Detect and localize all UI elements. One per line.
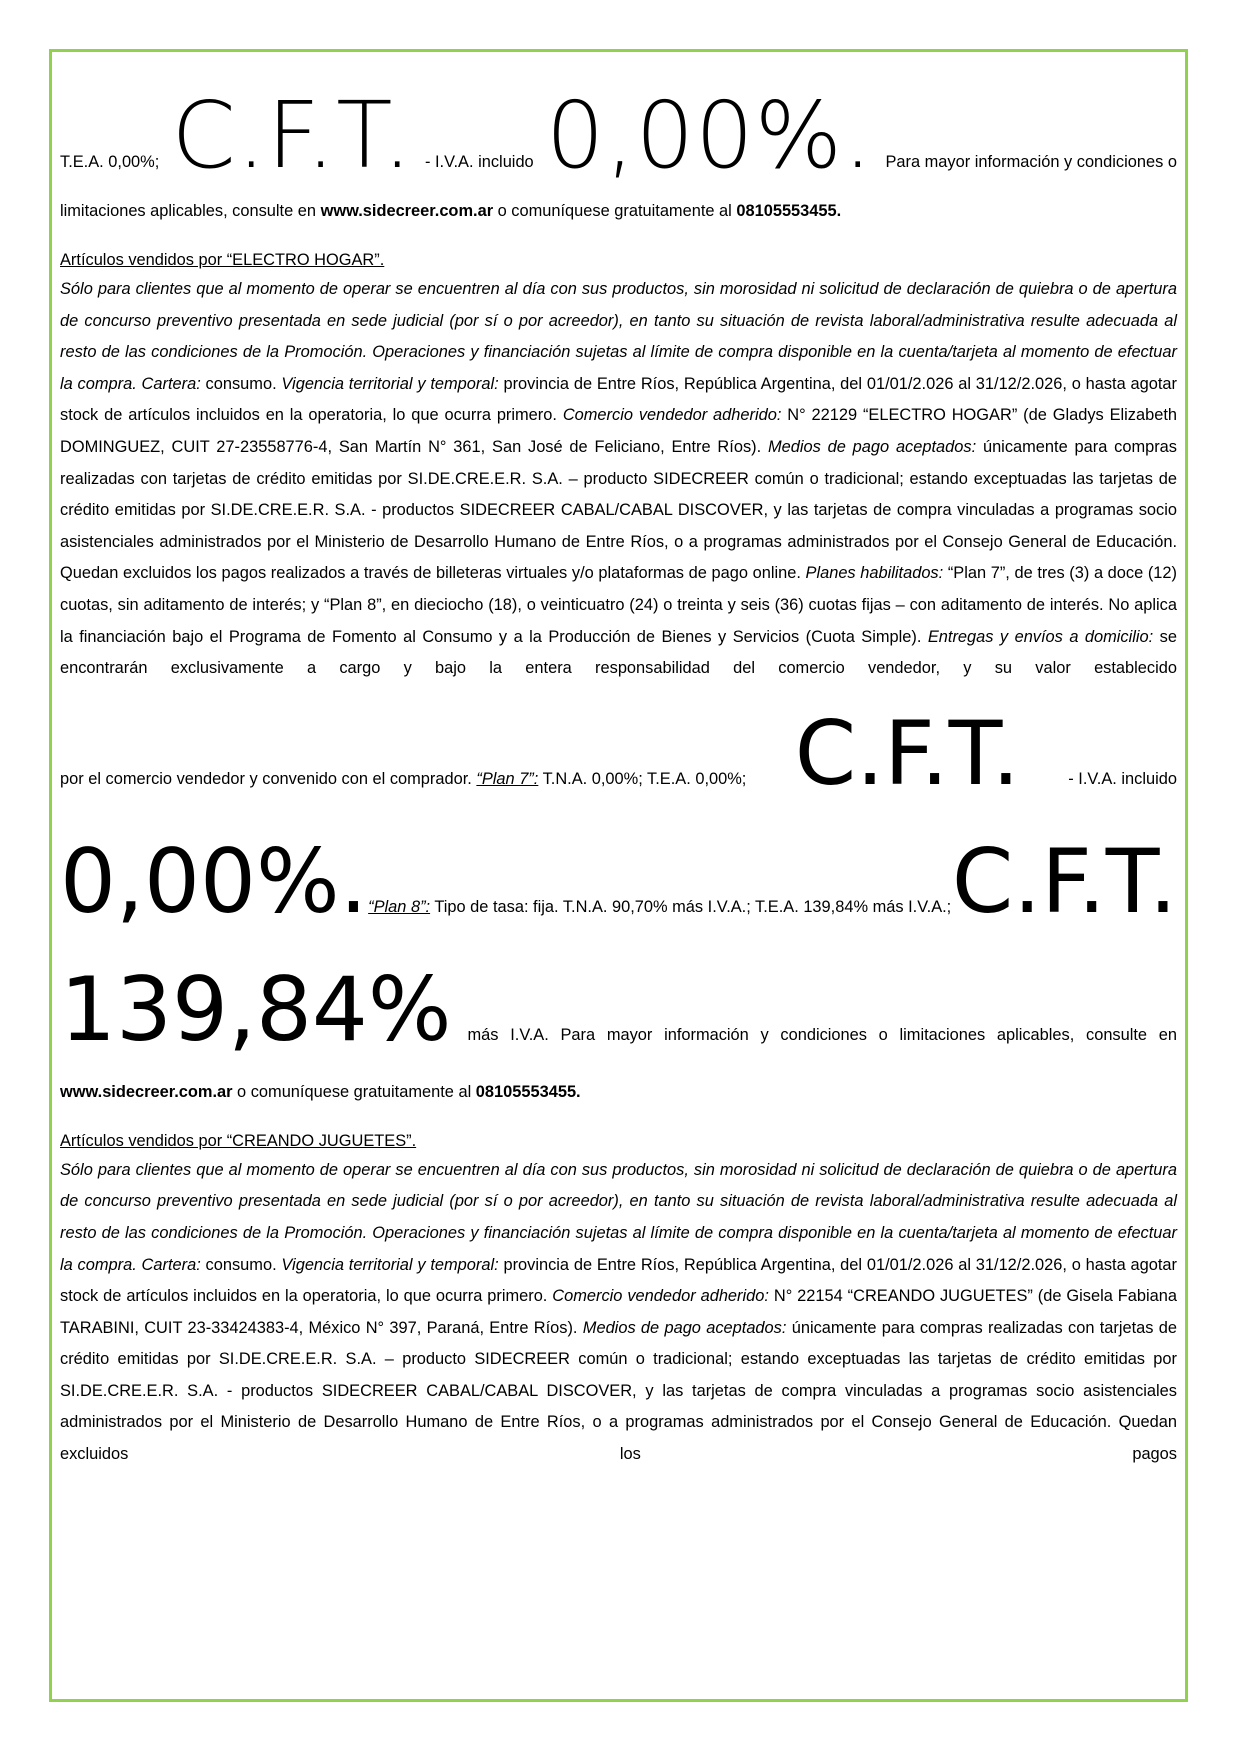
more-info-text: Para mayor información y condiciones o — [885, 153, 1177, 171]
contact-text-3: o comuníquese gratuitamente al — [232, 1082, 476, 1101]
plan8-tail: más I.V.A. Para mayor información y condiciones o limitaciones aplicables, consulte en — [467, 1025, 1177, 1044]
plan8-value-line — [60, 955, 1177, 1065]
cft-line-1 — [60, 82, 1177, 189]
tea-text: T.E.A. 0,00%; — [60, 153, 160, 171]
s1-cartera: consumo. — [200, 374, 282, 393]
cft-label-plan7: C.F.T. — [794, 701, 1020, 805]
plan7-line — [60, 699, 1177, 809]
contact-line-2 — [60, 1073, 1177, 1111]
section2-body — [60, 1155, 1177, 1471]
s1-planes: “Plan 7”, de tres (3) a doce (12) cuotas, sin aditamento de interés; y “Plan 8”, en dieciocho (18), o veinticuatro (24) o treinta y seis (36) cuotas fijas – con aditamento de interés. No aplica la financiación bajo el Programa de Fomento al Consumo y a la Producción de Bienes y Servicios (Cuota Simple). — [60, 564, 1178, 646]
cft-value: 0,00%. — [545, 82, 874, 189]
plan8-label: “Plan 8”: — [368, 897, 431, 916]
s1-conditions: Sólo para clientes que al momento de operar se encuentren al día con sus productos, sin morosidad ni solicitud de declaración de quiebra o de apertura de concurso preventivo presentada en sede judicial (por sí o por acreedor), en tanto su situación de revista laboral/administrativa resulte adecuada al resto de las condiciones de la Promoción. Operaciones y financiación sujetas al límite de compra disponible en la cuenta/tarjeta al momento de efectuar la compra. Cartera: — [60, 280, 1177, 393]
cft-label-plan8: C.F.T. — [951, 829, 1177, 933]
iva-text: - I.V.A. incluido — [424, 153, 534, 171]
s1-medios-label: Medios de pago aceptados: — [767, 437, 977, 456]
website-link-2[interactable]: www.sidecreer.com.ar — [60, 1082, 233, 1101]
s1-planes-label: Planes habilitados: — [805, 564, 944, 583]
plan7-label: “Plan 7”: — [476, 769, 539, 788]
section1-body — [60, 274, 1177, 685]
section-heading-electro-hogar: Artículos vendidos por “ELECTRO HOGAR”. — [60, 251, 385, 269]
s2-comercio-label: Comercio vendedor adherido: — [552, 1287, 769, 1306]
s2-vigencia: provincia de Entre Ríos, República Argentina, del 01/01/2.026 al 31/12/2.026, o hasta agotar stock de artículos incluidos en la operatoria, lo que ocurra primero. — [60, 1255, 1177, 1306]
s2-comercio: N° 22154 “CREANDO JUGUETES” (de Gisela Fabiana TARABINI, CUIT 23-33424383-4, México N° 397, Paraná, Entre Ríos). — [60, 1287, 1177, 1337]
plan7-rates: T.N.A. 0,00%; T.E.A. 0,00%; — [538, 769, 747, 788]
s1-medios: únicamente para compras realizadas con tarjetas de crédito emitidas por SI.DE.CRE.E.R. S.A. – producto SIDECREER común o tradicional; estando exceptuadas las tarjetas de crédito emitidas por SI.DE.CRE.E.R. S.A. - productos SIDECREER CABAL/CABAL DISCOVER, y las tarjetas de compra vinculadas a programas socio asistenciales administrados por el Ministerio de Desarrollo Humano de Entre Ríos, o a programas administrados por el Consejo General de Educación. Quedan excluidos los pagos realizados a través de billeteras virtuales y/o plataformas de pago online. — [60, 437, 1177, 583]
iva-text-plan7: - I.V.A. incluido — [1068, 769, 1177, 788]
s2-medios: únicamente para compras realizadas con tarjetas de crédito emitidas por SI.DE.CRE.E.R. S.A. – producto SIDECREER común o tradicional; estando exceptuadas las tarjetas de crédito emitidas por SI.DE.CRE.E.R. S.A. - productos SIDECREER CABAL/CABAL DISCOVER, y las tarjetas de compra vinculadas a programas socio asistenciales administrados por el Ministerio de Desarrollo Humano de Entre Ríos, o a programas administrados por el Consejo General de Educación. Quedan excluidos los pagos — [60, 1318, 1178, 1464]
s1-comercio-label: Comercio vendedor adherido: — [562, 406, 782, 425]
cft-value-plan8: 139,84% — [60, 957, 452, 1061]
phone-number-2: 08105553455. — [475, 1082, 581, 1101]
phone-number: 08105553455. — [736, 202, 842, 220]
section-heading-creando-juguetes: Artículos vendidos por “CREANDO JUGUETES”. — [60, 1131, 417, 1150]
plan8-rates: Tipo de tasa: fija. T.N.A. 90,70% más I.V.A.; T.E.A. 139,84% más I.V.A.; — [430, 897, 952, 916]
website-link[interactable]: www.sidecreer.com.ar — [320, 202, 494, 220]
plan8-line — [60, 827, 1177, 937]
s2-vigencia-label: Vigencia territorial y temporal: — [281, 1255, 499, 1274]
s1-comprador-text: por el comercio vendedor y convenido con el comprador. — [60, 769, 477, 788]
s2-conditions: Sólo para clientes que al momento de operar se encuentren al día con sus productos, sin morosidad ni solicitud de declaración de quiebra o de apertura de concurso preventivo presentada en sede judicial (por sí o por acreedor), en tanto su situación de revista laboral/administrativa resulte adecuada al resto de las condiciones de la Promoción. Operaciones y financiación sujetas al límite de compra disponible en la cuenta/tarjeta al momento de efectuar la compra. Cartera: — [60, 1160, 1177, 1274]
document-body — [60, 82, 1178, 1471]
s1-entregas-label: Entregas y envíos a domicilio: — [927, 627, 1154, 646]
s1-entregas: se encontrarán exclusivamente a cargo y bajo la entera responsabilidad del comercio vendedor, y su valor establecido — [60, 627, 1177, 678]
contact-text-2: o comuníquese gratuitamente al — [493, 202, 737, 220]
contact-line-1 — [60, 192, 1177, 230]
s2-medios-label: Medios de pago aceptados: — [582, 1318, 787, 1337]
s1-comercio: N° 22129 “ELECTRO HOGAR” (de Gladys Elizabeth DOMINGUEZ, CUIT 27-23558776-4, San Martín N° 361, San José de Feliciano, Entre Ríos). — [60, 406, 1178, 456]
s1-vigencia: provincia de Entre Ríos, República Argentina, del 01/01/2.026 al 31/12/2.026, o hasta agotar stock de artículos incluidos en la operatoria, lo que ocurra primero. — [60, 374, 1177, 425]
contact-text: limitaciones aplicables, consulte en — [60, 202, 321, 220]
cft-label: C.F.T. — [171, 82, 413, 189]
cft-value-plan7: 0,00%. — [60, 829, 368, 933]
s1-vigencia-label: Vigencia territorial y temporal: — [281, 374, 499, 393]
s2-cartera: consumo. — [200, 1255, 282, 1274]
